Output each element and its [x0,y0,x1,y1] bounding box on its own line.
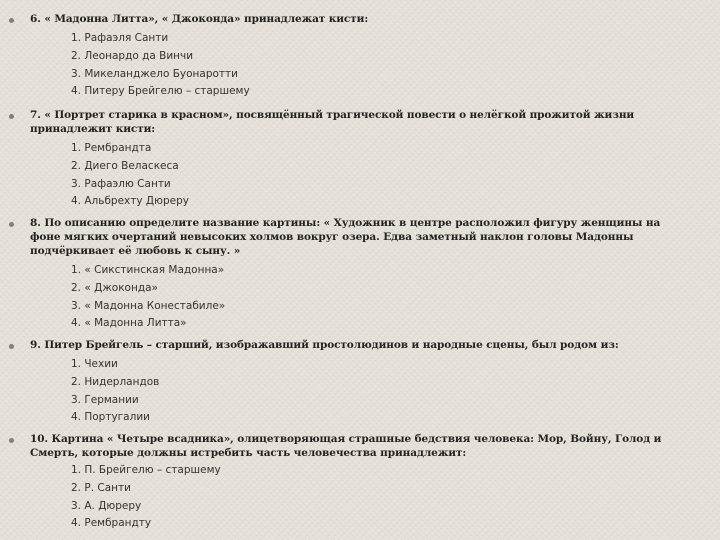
answer-option: 3. Германии [71,393,139,406]
answer-option: 4. Альбрехту Дюреру [71,195,189,208]
bullet-icon [9,344,14,349]
answer-option: 2. « Джоконда» [71,281,158,294]
answer-option: 2. Диего Веласкеса [71,159,179,172]
answer-option: 3. А. Дюреру [71,499,142,512]
answer-option: 1. П. Брейгелю – старшему [71,464,221,476]
answer-option: 4. « Мадонна Литта» [71,317,187,330]
bullet-icon [9,222,14,227]
answer-option: 3. Рафаэлю Санти [71,177,171,190]
answer-option: 4. Питеру Брейгелю – старшему [71,85,250,98]
bullet-icon [9,438,14,443]
answer-option: 4. Рембрандту [71,517,152,530]
question-text: 6. « Мадонна Литта», « Джоконда» принадлежат кисти: [30,13,369,25]
question-text: 10. Картина « Четыре всадника», олицетворяющая страшные бедствия человека: Мор, Войну, Голод и Смерть, которые должны истребить часть человечества принадлежит: [30,433,662,459]
question-6 [0,12,690,101]
question-7 [0,108,690,211]
answer-option: 1. « Сикстинская Мадонна» [71,264,225,276]
answer-option: 2. Р. Санти [71,481,131,494]
question-9 [0,338,690,427]
answer-option: 4. Португалии [71,411,150,424]
question-10 [0,432,690,533]
bullet-icon [9,114,14,119]
answer-option: 1. Чехии [71,358,118,370]
question-text: 8. По описанию определите название картины: « Художник в центре расположил фигуру женщины на фоне мягких очертаний невысоких холмов вокруг озера. Едва заметный наклон головы Мадонны подчёркивает её любовь к сыну. » [30,217,661,257]
answer-option: 3. « Мадонна Конестабиле» [71,299,226,312]
question-text: 9. Питер Брейгель – старший, изображавший простолюдинов и народные сцены, был родом из: [30,339,619,351]
answer-option: 1. Рафаэля Санти [71,32,169,44]
question-text: 7. « Портрет старика в красном», посвящённый трагической повести о нелёгкой прожитой жизни принадлежит кисти: [30,109,635,135]
answer-option: 1. Рембрандта [71,142,152,154]
answer-option: 3. Микеланджело Буонаротти [71,67,238,80]
answer-option: 2. Нидерландов [71,375,160,388]
bullet-icon [9,18,14,23]
question-8 [0,216,690,333]
answer-option: 2. Леонардо да Винчи [71,49,194,62]
